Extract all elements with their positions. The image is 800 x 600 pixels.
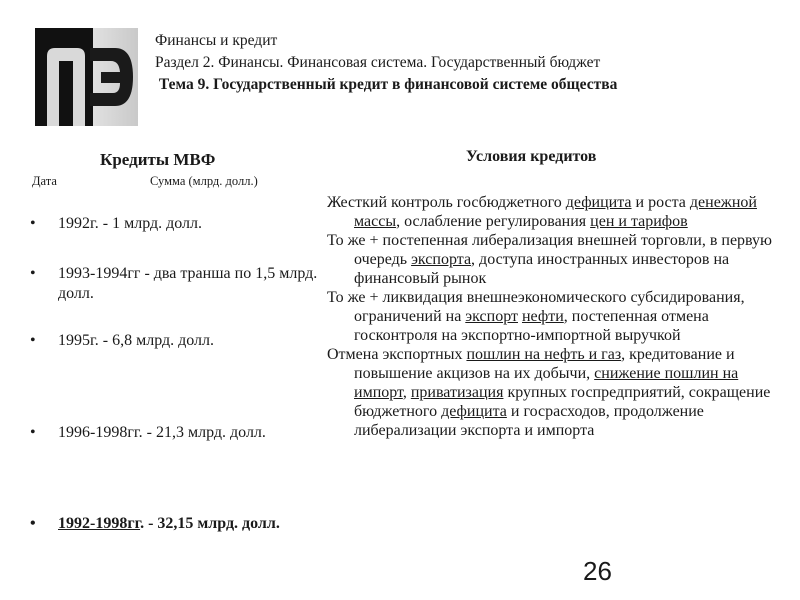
glossary-link[interactable]: приватизация <box>410 384 504 401</box>
condition-text: , <box>402 384 411 401</box>
credit-conditions-list <box>327 193 772 440</box>
glossary-link[interactable]: нефти <box>521 308 564 325</box>
condition-item <box>327 345 772 440</box>
credit-item-1993-1994: • 1993-1994гг - два транша по 1,5 млрд. долл. <box>30 264 320 304</box>
condition-text: , кредитование и повышение акцизов на их добычи, <box>354 346 735 382</box>
glossary-link[interactable]: экспорта <box>411 251 472 268</box>
glossary-link[interactable]: снижение пошлин на импорт <box>354 365 739 401</box>
condition-text: , постепенная отмена госконтроля на экспортно-импортной выручкой <box>354 308 709 344</box>
topic-title: Тема 9. Государственный кредит в финансовой системе общества <box>158 76 618 93</box>
slide-header <box>155 30 775 96</box>
section-title: Раздел 2. Финансы. Финансовая система. Государственный бюджет <box>155 54 601 71</box>
condition-item <box>327 193 772 231</box>
condition-item <box>327 231 772 288</box>
credit-item-total <box>30 514 320 534</box>
credit-conditions-title: Условия кредитов <box>466 148 597 165</box>
glossary-link[interactable]: дефицита <box>565 194 632 211</box>
glossary-link[interactable]: дефицита <box>441 403 507 420</box>
condition-text: Отмена экспортных <box>327 346 467 363</box>
course-title: Финансы и кредит <box>155 32 278 49</box>
condition-text: , доступа иностранных инвесторов на финансовый рынок <box>354 251 730 287</box>
condition-text: крупных госпредприятий, сокращение бюджетного <box>354 384 771 420</box>
glossary-link[interactable]: экспорт <box>465 308 518 325</box>
credit-item-1996-1998: • 1996-1998гг. - 21,3 млрд. долл. <box>30 423 320 443</box>
condition-text: и роста <box>631 194 690 211</box>
glossary-link[interactable]: цен и тарифов <box>590 213 688 230</box>
credit-item-1992: • 1992г. - 1 млрд. долл. <box>30 214 320 234</box>
glossary-link[interactable]: денежной массы <box>354 194 757 230</box>
condition-text: и госрасходов, продолжение либерализации экспорта и импорта <box>354 403 704 439</box>
glossary-link[interactable]: пошлин на нефть и газ <box>466 346 622 363</box>
total-period: 1992-1998гг <box>58 515 141 532</box>
condition-text: То же + ликвидация внешнеэкономического субсидирования, ограничений на <box>327 289 745 325</box>
credit-item-1995: • 1995г. - 6,8 млрд. долл. <box>30 331 320 351</box>
total-amount: . - 32,15 млрд. долл. <box>140 515 280 532</box>
date-column-label: Дата <box>32 174 57 188</box>
condition-item <box>327 288 772 345</box>
publisher-logo-icon <box>35 28 138 126</box>
page-number: 26 <box>583 556 612 586</box>
sum-column-label: Сумма (млрд. долл.) <box>150 174 258 188</box>
imf-credits-title: Кредиты МВФ <box>100 150 216 169</box>
condition-text: Жесткий контроль госбюджетного <box>327 194 566 211</box>
condition-text: , ослабление регулирования <box>396 213 591 230</box>
condition-text: То же + постепенная либерализация внешней торговли, в первую очередь <box>327 232 772 268</box>
